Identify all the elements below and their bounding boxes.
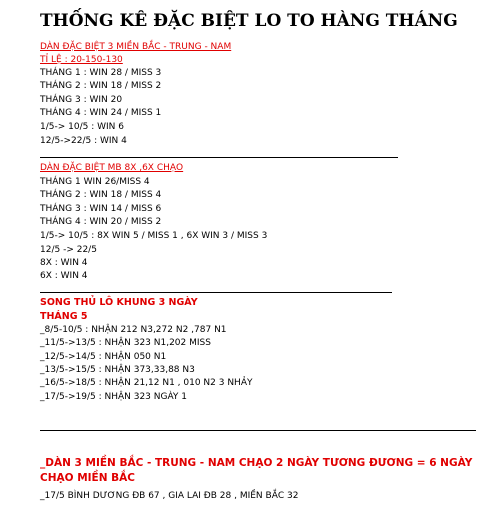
- section3-line: _12/5->14/5 : NHẬN 050 N1: [40, 352, 167, 362]
- section1-line: THÁNG 1 : WIN 28 / MISS 3: [40, 68, 162, 78]
- section1-ratio: TỈ LỆ : 20-150-130: [40, 55, 123, 65]
- section2-line: 12/5 -> 22/5: [40, 245, 97, 255]
- divider-line: [40, 430, 476, 431]
- section2-line: THÁNG 2 : WIN 18 / MISS 4: [40, 190, 162, 200]
- page-title: THỐNG KÊ ĐẶC BIỆT LO TO HÀNG THÁNG: [40, 11, 458, 31]
- section3-line: _11/5->13/5 : NHẬN 323 N1,202 MISS: [40, 338, 211, 348]
- section2-line: THÁNG 4 : WIN 20 / MISS 2: [40, 217, 162, 227]
- section1-line: THÁNG 3 : WIN 20: [40, 95, 123, 105]
- section4-heading-cont: CHẠO MIỀN BẮC: [40, 472, 136, 484]
- section2-line: 6X : WIN 4: [40, 271, 88, 281]
- divider-line: [40, 292, 392, 293]
- section2-line: 8X : WIN 4: [40, 258, 88, 268]
- section1-line: THÁNG 2 : WIN 18 / MISS 2: [40, 81, 162, 91]
- section3-line: _13/5->15/5 : NHẬN 373,33,88 N3: [40, 365, 195, 375]
- section3-line: _17/5->19/5 : NHẬN 323 NGÀY 1: [40, 392, 188, 402]
- section3-heading: SONG THỦ LÔ KHUNG 3 NGÀY: [40, 297, 198, 308]
- section4-line: _17/5 BÌNH DƯƠNG ĐB 67 , GIA LAI ĐB 28 , MIỀN BẮC 32: [40, 491, 299, 501]
- section2-line: THÁNG 1 WIN 26/MISS 4: [40, 177, 150, 187]
- section2-heading: DÀN ĐẶC BIỆT MB 8X ,6X CHẠO: [40, 163, 184, 173]
- section1-heading: DÀN ĐẶC BIỆT 3 MIỀN BẮC - TRUNG - NAM: [40, 42, 232, 52]
- section1-line: THÁNG 4 : WIN 24 / MISS 1: [40, 108, 162, 118]
- section2-line: THÁNG 3 : WIN 14 / MISS 6: [40, 204, 162, 214]
- section1-line: 12/5->22/5 : WIN 4: [40, 136, 127, 146]
- section3-month: THÁNG 5: [40, 311, 88, 322]
- section1-line: 1/5-> 10/5 : WIN 6: [40, 122, 124, 132]
- section3-line: _8/5-10/5 : NHẬN 212 N3,272 N2 ,787 N1: [40, 325, 227, 335]
- divider-line: [40, 157, 398, 158]
- section4-heading: _DÀN 3 MIỀN BẮC - TRUNG - NAM CHẠO 2 NGÀY TƯƠNG ĐƯƠNG = 6 NGÀY: [40, 457, 473, 469]
- section3-line: _16/5->18/5 : NHẬN 21,12 N1 , 010 N2 3 NHẢY: [40, 378, 253, 388]
- section2-line: 1/5-> 10/5 : 8X WIN 5 / MISS 1 , 6X WIN 3 / MISS 3: [40, 231, 268, 241]
